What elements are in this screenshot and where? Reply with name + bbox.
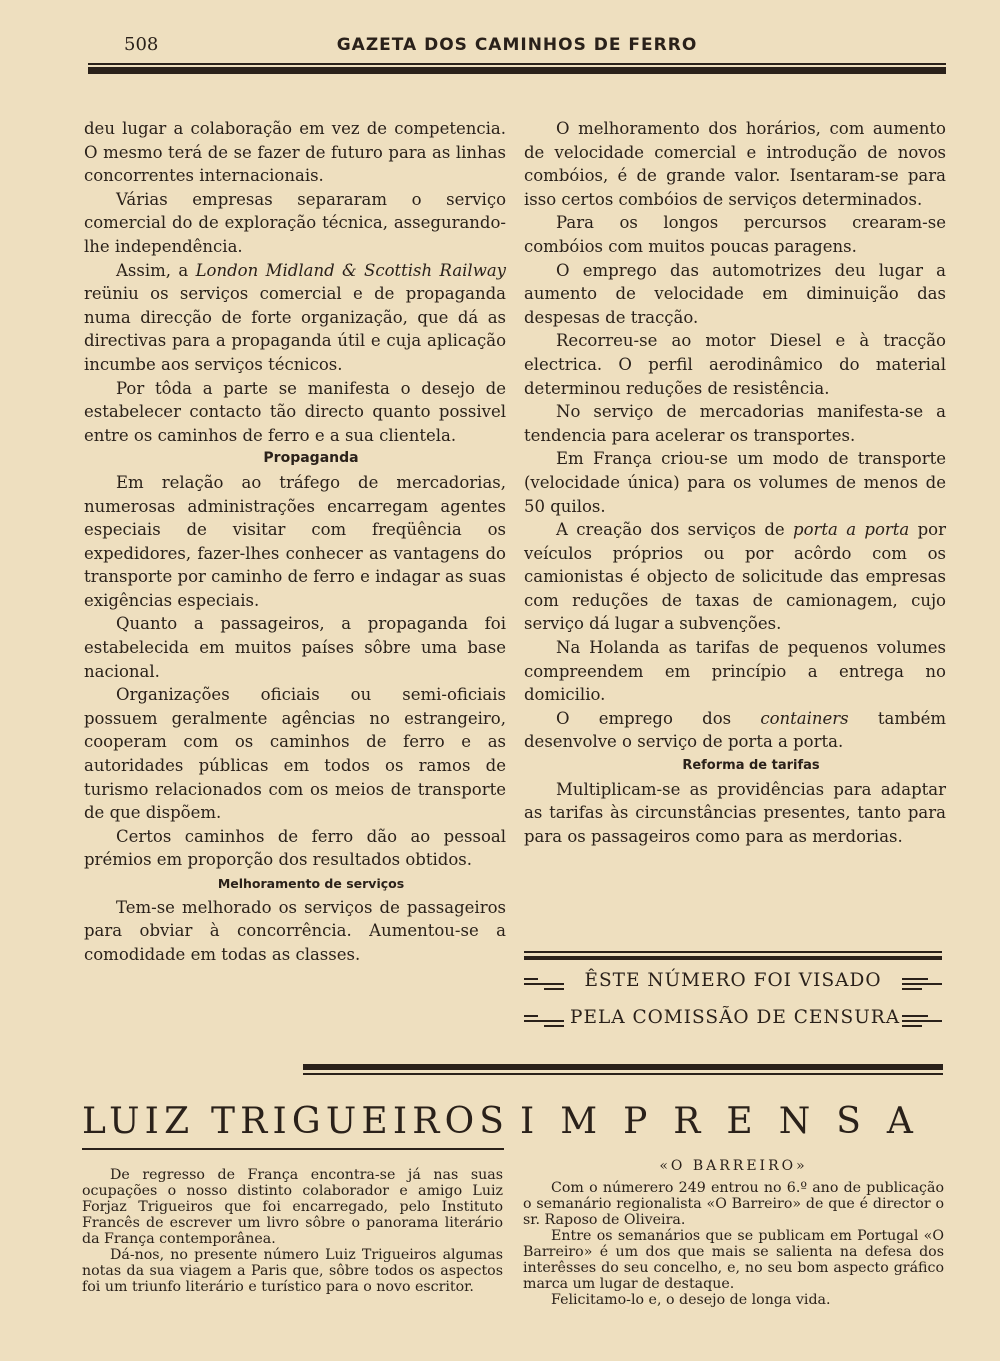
censorship-rule-thick <box>524 956 942 960</box>
paragraph: Certos caminhos de ferro dão ao pessoal prémios em proporção dos resultados obtidos. <box>84 826 506 870</box>
paragraph: No serviço de mercadorias manifesta-se a tendencia para acelerar os transportes. <box>524 402 946 445</box>
paragraph: Em relação ao tráfego de mercadorias, numerosas administrações encarregam agentes especiais de visitar com freqüência os expedidores, fazer-lhes conhecer as vantagens do transporte por caminho de ferro e indagar as suas exigências especiais. <box>84 472 506 610</box>
paragraph: O emprego das automotrizes deu lugar a aumento de velocidade em diminuição das despesas de tracção. <box>524 260 946 327</box>
header-rule-thin <box>88 63 946 65</box>
paragraph: O melhoramento dos horários, com aumento de velocidade comercial e introdução de novos combóios, é de grande valor. Isentaram-se para isso certos combóios de serviços determinados. <box>524 119 946 209</box>
censorship-rule-thin <box>524 951 942 953</box>
paragraph: Várias empresas separaram o serviço comercial do de exploração técnica, assegurando-lhe independência. <box>84 189 506 256</box>
paragraph: Dá-nos, no presente número Luiz Trigueiros algumas notas da sua viagem a Paris que, sôbre todos os aspectos foi um triunfo literário e turístico para o novo escritor. <box>82 1247 503 1295</box>
text-run: Assim, a <box>116 260 196 280</box>
italic-term: porta a porta <box>793 520 910 540</box>
trigueiros-title-underline <box>82 1148 504 1150</box>
paragraph: Para os longos percursos crearam-se combóios com muitos poucas paragens. <box>524 213 946 256</box>
text-run: por veículos próprios ou por acôrdo com os camionistas é objecto de solicitude das empresas com reduções de taxas de camionagem, cujo serviço dá lugar a subvenções. <box>524 520 946 634</box>
right-column <box>524 117 946 848</box>
trigueiros-article <box>82 1167 503 1295</box>
paragraph: Tem-se melhorado os serviços de passageiros para obviar à concorrência. Aumentou-se a comodidade em todas as classes. <box>84 897 506 964</box>
dash-ornament <box>524 1013 564 1029</box>
paragraph: Recorreu-se ao motor Diesel e à tracção electrica. O perfil aerodinâmico do material determinou reduções de resistência. <box>524 331 946 398</box>
imprensa-subtitle: «O BARREIRO» <box>659 1158 808 1174</box>
page-header <box>88 34 946 58</box>
paragraph: De regresso de França encontra-se já nas suas ocupações o nosso distinto colaborador e amigo Luiz Forjaz Trigueiros que foi encarregado, pelo Instituto Francês de escrever um livro sôbre o panorama literário da França contemporânea. <box>82 1167 503 1247</box>
paragraph <box>524 707 946 754</box>
censorship-text: ÊSTE NÚMERO FOI VISADO <box>584 970 882 991</box>
paragraph: Quanto a passageiros, a propaganda foi estabelecida em muitos países sôbre uma base nacional. <box>84 614 506 681</box>
dash-ornament <box>902 976 942 992</box>
paragraph: Organizações oficiais ou semi-oficiais possuem geralmente agências no estrangeiro, cooperam com os caminhos de ferro e as autoridades públicas em todos os ramos de turismo relacionados com os meios de transporte de que dispõem. <box>84 685 506 823</box>
censorship-line-1 <box>524 970 942 996</box>
journal-title: GAZETA DOS CAMINHOS DE FERRO <box>336 35 698 55</box>
text-run: O emprego dos <box>556 708 761 728</box>
section-heading-reforma: Reforma de tarifas <box>682 758 820 774</box>
dash-ornament <box>524 976 564 992</box>
section-rule-thin <box>303 1073 943 1075</box>
paragraph: Entre os semanários que se publicam em Portugal «O Barreiro» é um dos que mais se salienta na defesa dos interêsses do seu concelho, e, no seu bom aspecto gráfico marca um lugar de destaque. <box>523 1228 944 1292</box>
paragraph <box>84 259 506 377</box>
page-number: 508 <box>124 34 159 55</box>
paragraph: Por tôda a parte se manifesta o desejo de estabelecer contacto tão directo quanto possivel entre os caminhos de ferro e a sua clientela. <box>84 378 506 445</box>
header-rule-thick <box>88 67 946 74</box>
italic-term: containers <box>760 708 849 728</box>
section-rule-thick <box>303 1064 943 1070</box>
paragraph <box>524 518 946 636</box>
paragraph: deu lugar a colaboração em vez de competencia. O mesmo terá de se fazer de futuro para as linhas concorrentes internacionais. <box>84 119 506 186</box>
paragraph: Felicitamo-lo e, o desejo de longa vida. <box>551 1292 831 1308</box>
paragraph: Em França criou-se um modo de transporte (velocidade única) para os volumes de menos de 50 quilos. <box>524 449 946 516</box>
dash-ornament <box>902 1013 942 1029</box>
imprensa-article <box>523 1158 944 1308</box>
imprensa-title: IMPRENSA <box>520 1101 939 1142</box>
censorship-text: PELA COMISSÃO DE CENSURA <box>570 1007 901 1028</box>
text-run: reüniu os serviços comercial e de propaganda numa direcção de forte organização, que dá as directivas para a propaganda útil e cuja aplicação incumbe aos serviços técnicos. <box>84 284 506 374</box>
trigueiros-title: LUIZ TRIGUEIROS <box>82 1101 510 1142</box>
section-heading-melhoramento: Melhoramento de serviços <box>217 876 405 891</box>
censorship-line-2 <box>524 1007 942 1033</box>
text-run: A creação dos serviços de <box>556 520 794 540</box>
section-heading-propaganda: Propaganda <box>263 450 359 467</box>
left-column <box>84 117 506 966</box>
paragraph: Multiplicam-se as providências para adaptar as tarifas às circunstâncias presentes, tanto para para os passageiros como para as merdorias. <box>524 779 946 846</box>
railway-name: London Midland & Scottish Railway <box>195 260 506 280</box>
text-run: também desenvolve o serviço de porta a porta. <box>524 708 946 752</box>
paragraph: Na Holanda as tarifas de pequenos volumes compreendem em princípio a entrega no domicilio. <box>524 638 946 705</box>
paragraph: Com o númerero 249 entrou no 6.º ano de publicação o semanário regionalista «O Barreiro» de que é director o sr. Raposo de Oliveira. <box>523 1180 944 1228</box>
